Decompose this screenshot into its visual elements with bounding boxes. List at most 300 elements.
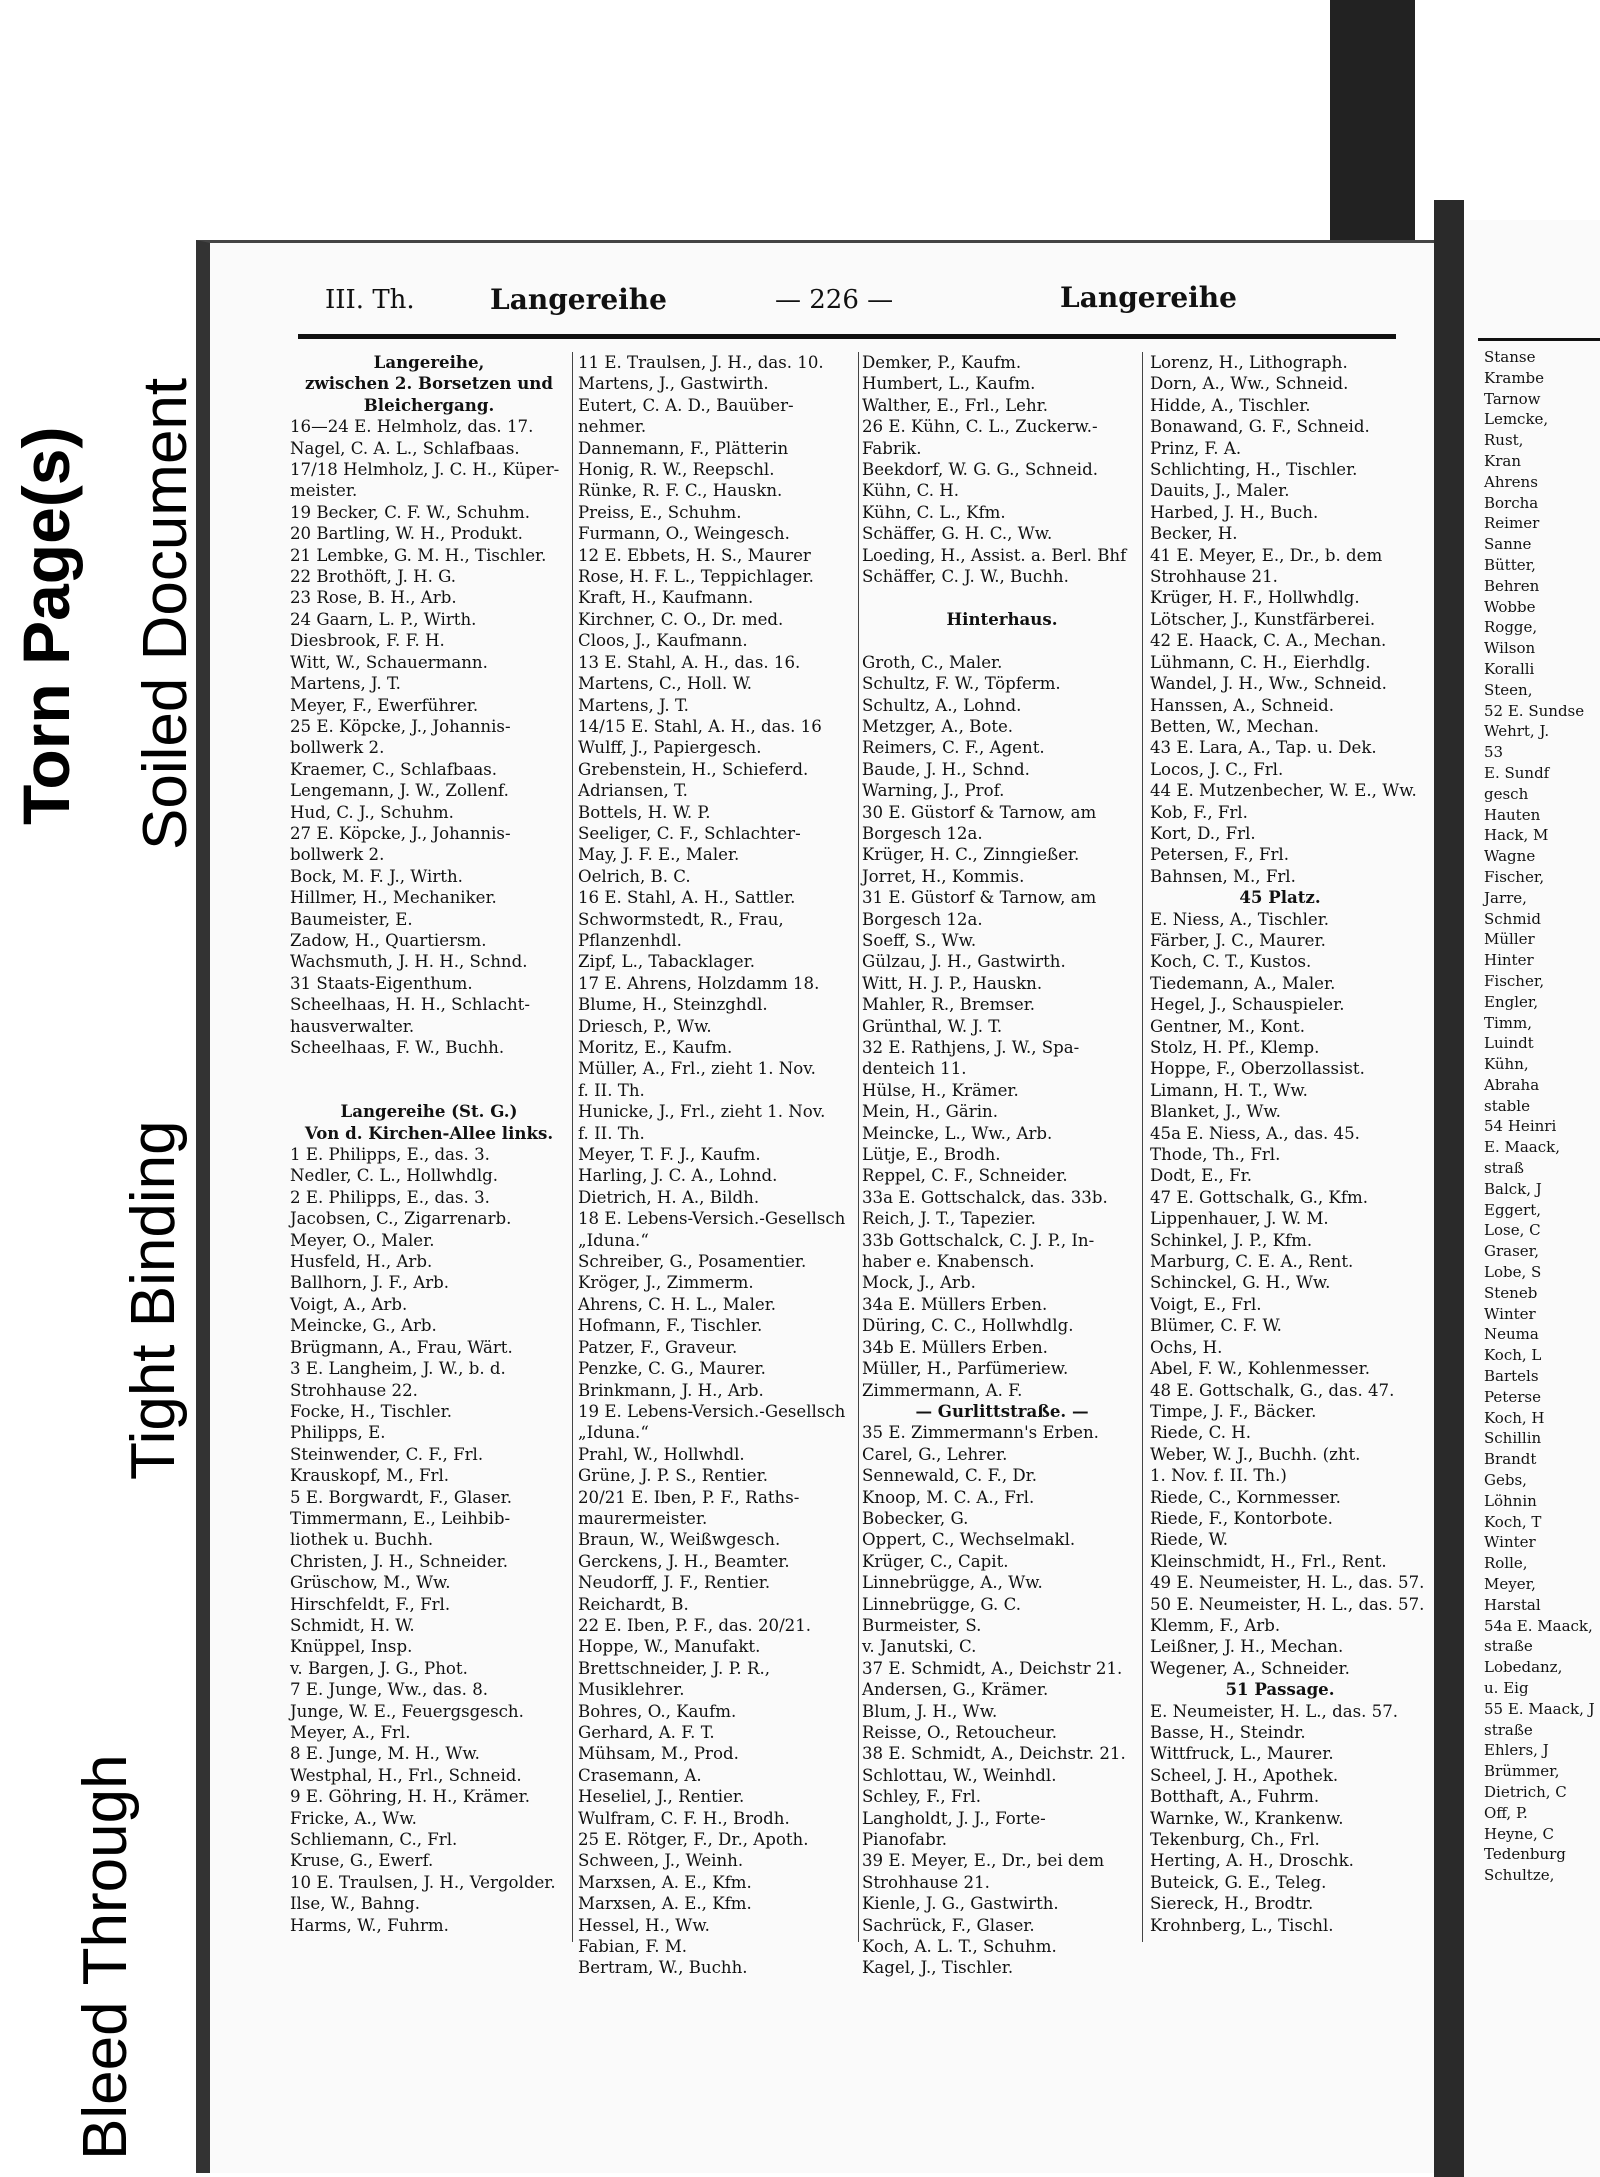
directory-entry: 35 E. Zimmermann's Erben. <box>862 1423 1099 1443</box>
directory-entry: Lühmann, C. H., Eierhdlg. <box>1150 652 1371 672</box>
directory-entry: Warning, J., Prof. <box>862 781 1005 801</box>
directory-entry: 13 E. Stahl, A. H., das. 16. <box>578 652 801 672</box>
directory-entry: Moritz, E., Kaufm. <box>578 1038 733 1057</box>
directory-entry: Prinz, F. A. <box>1150 438 1242 458</box>
directory-entry: f. II. Th. <box>578 1080 645 1100</box>
directory-entry: Jorret, H., Kommis. <box>862 866 1025 886</box>
section-heading: Bleichergang. <box>363 394 495 415</box>
adjacent-page-line: Schillin <box>1484 1429 1542 1448</box>
directory-entry: nehmer. <box>578 417 647 437</box>
volume-label: III. Th. <box>325 285 415 315</box>
directory-entry: 34a E. Müllers Erben. <box>862 1294 1048 1314</box>
left-running-title: Langereihe <box>490 283 667 316</box>
section-heading: Hinterhaus. <box>946 608 1058 629</box>
directory-entry: 25 E. Köpcke, J., Johannis- <box>290 716 511 736</box>
directory-entry: E. Neumeister, H. L., das. 57. <box>1150 1701 1399 1721</box>
directory-entry: 16—24 E. Helmholz, das. 17. <box>290 417 534 437</box>
directory-entry: Beekdorf, W. G. G., Schneid. <box>862 460 1098 480</box>
directory-entry: Stolz, H. Pf., Klemp. <box>1150 1038 1320 1057</box>
adjacent-page-line: 53 <box>1484 743 1504 762</box>
directory-entry: 20 Bartling, W. H., Produkt. <box>290 524 523 544</box>
adjacent-page-rule <box>1478 338 1600 341</box>
directory-entry: Husfeld, H., Arb. <box>290 1252 433 1272</box>
directory-entry: 21 Lembke, G. M. H., Tischler. <box>290 545 547 565</box>
directory-entry: Scheelhaas, H. H., Schlacht- <box>290 995 530 1015</box>
directory-entry: 41 E. Meyer, E., Dr., b. dem <box>1150 545 1383 565</box>
directory-entry: Meincke, L., Ww., Arb. <box>862 1123 1053 1143</box>
directory-entry: Baumeister, E. <box>290 909 413 929</box>
directory-entry: Seeliger, C. F., Schlachter- <box>578 823 801 843</box>
directory-entry: Rose, H. F. L., Teppichlager. <box>578 567 814 587</box>
directory-entry: Grüne, J. P. S., Rentier. <box>578 1466 768 1486</box>
dark-gutter-top <box>1330 0 1415 240</box>
directory-entry: Krüger, H. C., Zinngießer. <box>862 845 1080 865</box>
directory-entry: Voigt, E., Frl. <box>1150 1294 1262 1314</box>
adjacent-page-line: Timm, <box>1484 1013 1533 1032</box>
adjacent-page-line: Heyne, C <box>1484 1824 1554 1843</box>
directory-entry: Humbert, L., Kaufm. <box>862 374 1036 394</box>
adjacent-page-line: Engler, <box>1484 992 1539 1011</box>
adjacent-page-line: Steneb <box>1484 1283 1538 1302</box>
directory-entry: Düring, C. C., Hollwhdlg. <box>862 1316 1074 1336</box>
directory-entry: Thode, Th., Frl. <box>1150 1145 1281 1165</box>
adjacent-page-line: Eggert, <box>1484 1200 1541 1219</box>
adjacent-page-line: Müller <box>1484 930 1535 949</box>
directory-entry: Hanssen, A., Schneid. <box>1150 695 1335 715</box>
torn-pages-stamp: Torn Page(s) <box>9 426 83 825</box>
adjacent-page-line: u. Eig <box>1484 1679 1529 1697</box>
directory-entry: 10 E. Traulsen, J. H., Vergolder. <box>290 1872 556 1892</box>
directory-entry: Sachrück, F., Glaser. <box>862 1915 1035 1935</box>
directory-entry: Zipf, L., Tabacklager. <box>578 952 755 972</box>
directory-entry: Meincke, G., Arb. <box>290 1316 437 1336</box>
directory-entry <box>290 1058 568 1079</box>
directory-entry: Limann, H. T., Ww. <box>1150 1080 1308 1100</box>
directory-entry: Kleinschmidt, H., Frl., Rent. <box>1150 1551 1387 1571</box>
adjacent-page-line: Stanse <box>1484 348 1536 366</box>
directory-entry: Voigt, A., Arb. <box>290 1294 408 1314</box>
directory-entry: Lippenhauer, J. W. M. <box>1150 1209 1329 1229</box>
adjacent-page-line: Koralli <box>1484 659 1535 678</box>
adjacent-page-line: Rogge, <box>1484 618 1538 637</box>
directory-entry: Locos, J. C., Frl. <box>1150 759 1284 779</box>
section-heading: Langereihe, <box>373 352 485 372</box>
directory-entry: Schwormstedt, R., Frau, <box>578 909 784 929</box>
adjacent-page-line: Koch, T <box>1484 1512 1542 1531</box>
directory-entry: Schäffer, G. H. C., Ww. <box>862 524 1053 544</box>
directory-entry: Sennewald, C. F., Dr. <box>862 1466 1038 1486</box>
directory-entry: Schinkel, J. P., Kfm. <box>1150 1230 1313 1250</box>
directory-entry: Schlottau, W., Weinhdl. <box>862 1765 1057 1785</box>
directory-entry: Soeff, S., Ww. <box>862 930 977 950</box>
section-heading: Von d. Kirchen-Allee links. <box>304 1122 554 1143</box>
directory-entry: v. Bargen, J. G., Phot. <box>290 1658 468 1678</box>
directory-entry: Neudorff, J. F., Rentier. <box>578 1573 771 1593</box>
adjacent-page-line: Bütter, <box>1484 555 1536 574</box>
directory-entry: 22 Brothöft, J. H. G. <box>290 567 457 587</box>
section-heading: zwischen 2. Borsetzen und <box>305 373 553 394</box>
directory-entry: Schlichting, H., Tischler. <box>1150 460 1358 480</box>
directory-entry: 49 E. Neumeister, H. L., das. 57. <box>1150 1573 1425 1593</box>
directory-entry: Petersen, F., Frl. <box>1150 845 1290 865</box>
directory-entry: Riede, C., Kornmesser. <box>1150 1487 1341 1507</box>
directory-entry: Tekenburg, Ch., Frl. <box>1150 1830 1320 1850</box>
directory-entry: Hunicke, J., Frl., zieht 1. Nov. <box>578 1102 826 1122</box>
directory-entry: Martens, J. T. <box>578 695 689 715</box>
directory-entry: Strohhause 21. <box>862 1872 990 1892</box>
adjacent-page-line: Wehrt, J. <box>1484 722 1550 741</box>
directory-entry: Bobecker, G. <box>862 1508 969 1528</box>
directory-entry: Blanket, J., Ww. <box>1150 1102 1281 1122</box>
directory-entry: Fricke, A., Ww. <box>290 1808 417 1828</box>
directory-entry: Wandel, J. H., Ww., Schneid. <box>1150 674 1387 694</box>
adjacent-page-line: stable <box>1484 1096 1530 1115</box>
directory-entry: Borgesch 12a. <box>862 909 983 929</box>
directory-entry: 5 E. Borgwardt, F., Glaser. <box>290 1487 513 1507</box>
column-divider <box>1142 352 1143 1942</box>
section-heading: Langereihe (St. G.) <box>340 1101 518 1122</box>
adjacent-page-line: Reimer <box>1484 514 1540 533</box>
directory-entry: Lötscher, J., Kunstfärberei. <box>1150 609 1376 629</box>
directory-entry: Junge, W. E., Feuergsgesch. <box>290 1701 524 1721</box>
directory-entry: Schliemann, C., Frl. <box>290 1830 458 1850</box>
adjacent-page-line: Winter <box>1484 1304 1536 1323</box>
directory-entry: Pflanzenhdl. <box>578 930 682 950</box>
directory-entry: 7 E. Junge, Ww., das. 8. <box>290 1680 489 1700</box>
directory-entry <box>862 587 1142 608</box>
directory-entry: Wulfram, C. F. H., Brodh. <box>578 1808 790 1828</box>
directory-entry: Müller, H., Parfümeriew. <box>862 1359 1069 1379</box>
directory-entry: Krüger, H. F., Hollwhdlg. <box>1150 588 1360 608</box>
directory-entry: Pianofabr. <box>862 1830 948 1850</box>
directory-entry: 26 E. Kühn, C. L., Zuckerw.- <box>862 417 1098 437</box>
adjacent-page-line: Tarnow <box>1484 389 1541 408</box>
directory-entry: May, J. F. E., Maler. <box>578 845 740 865</box>
directory-entry: Riede, F., Kontorbote. <box>1150 1508 1333 1528</box>
directory-entry: E. Niess, A., Tischler. <box>1150 909 1330 929</box>
directory-entry: Lengemann, J. W., Zollenf. <box>290 781 509 801</box>
adjacent-page-line: 54 Heinri <box>1484 1117 1557 1136</box>
adjacent-page-line: Fischer, <box>1484 867 1545 886</box>
adjacent-page-line: Kran <box>1484 451 1521 470</box>
directory-entry: Burmeister, S. <box>862 1615 982 1635</box>
adjacent-page-line: Kühn, <box>1484 1055 1529 1074</box>
directory-entry: 32 E. Rathjens, J. W., Spa- <box>862 1038 1080 1057</box>
directory-entry: Mein, H., Gärin. <box>862 1102 998 1122</box>
directory-entry: Gülzau, J. H., Gastwirth. <box>862 952 1066 972</box>
directory-entry: Kienle, J. G., Gastwirth. <box>862 1894 1059 1914</box>
directory-entry: Focke, H., Tischler. <box>290 1401 452 1421</box>
directory-column-4 <box>1150 352 1425 1936</box>
adjacent-page-line: 54a E. Maack, <box>1484 1616 1593 1635</box>
adjacent-page-line: Winter <box>1484 1533 1536 1552</box>
adjacent-page-line: straße <box>1484 1637 1533 1656</box>
directory-entry: Kagel, J., Tischler. <box>862 1958 1014 1978</box>
adjacent-page-line: 52 E. Sundse <box>1484 701 1585 720</box>
adjacent-page-line: Tedenburg <box>1484 1845 1566 1864</box>
directory-entry: Preiss, E., Schuhm. <box>578 502 742 522</box>
directory-entry: Christen, J. H., Schneider. <box>290 1551 509 1571</box>
directory-entry: Kröger, J., Zimmerm. <box>578 1273 754 1293</box>
directory-entry: Meyer, F., Ewerführer. <box>290 695 479 715</box>
section-heading: 45 Platz. <box>1239 887 1321 908</box>
adjacent-page-line: Wobbe <box>1484 597 1536 616</box>
adjacent-page-line: Graser, <box>1484 1242 1539 1261</box>
directory-entry: 39 E. Meyer, E., Dr., bei dem <box>862 1851 1105 1871</box>
directory-entry: 19 Becker, C. F. W., Schuhm. <box>290 502 531 522</box>
directory-entry: Adriansen, T. <box>578 781 688 801</box>
directory-entry: Nedler, C. L., Hollwhdlg. <box>290 1166 499 1186</box>
directory-entry: 44 E. Mutzenbecher, W. E., Ww. <box>1150 781 1417 801</box>
directory-entry: Becker, H. <box>1150 524 1238 544</box>
directory-entry: Kort, D., Frl. <box>1150 823 1256 843</box>
directory-entry: Dietrich, H. A., Bildh. <box>578 1187 760 1207</box>
directory-entry: Müller, A., Frl., zieht 1. Nov. <box>578 1059 816 1079</box>
adjacent-page-line: Hauten <box>1484 805 1541 824</box>
directory-entry: Herting, A. H., Droschk. <box>1150 1851 1354 1871</box>
directory-entry: 9 E. Göhring, H. H., Krämer. <box>290 1787 531 1807</box>
directory-entry: Riede, W. <box>1150 1530 1229 1550</box>
adjacent-page-line: Meyer, <box>1484 1575 1536 1594</box>
directory-entry: Wachsmuth, J. H. H., Schnd. <box>290 952 528 972</box>
directory-entry: Linnebrügge, A., Ww. <box>862 1573 1043 1593</box>
directory-entry: Hessel, H., Ww. <box>578 1915 710 1935</box>
directory-entry: Driesch, P., Ww. <box>578 1016 712 1036</box>
directory-entry: 22 E. Iben, P. F., das. 20/21. <box>578 1615 812 1635</box>
directory-entry: 8 E. Junge, M. H., Ww. <box>290 1744 480 1764</box>
directory-entry: Lütje, E., Brodh. <box>862 1145 1001 1165</box>
directory-entry: „Iduna.“ <box>578 1230 649 1250</box>
directory-entry: Blume, H., Steinzghdl. <box>578 995 768 1015</box>
adjacent-page-line: E. Maack, <box>1484 1138 1560 1157</box>
directory-entry: meister. <box>290 481 358 501</box>
directory-entry: v. Janutski, C. <box>862 1637 977 1657</box>
directory-entry: Schultz, F. W., Töpferm. <box>862 674 1061 694</box>
directory-entry: Reimers, C. F., Agent. <box>862 738 1045 758</box>
directory-entry: Oppert, C., Wechselmakl. <box>862 1530 1076 1550</box>
directory-entry: Hud, C. J., Schuhm. <box>290 802 454 822</box>
directory-entry: Braun, W., Weißwgesch. <box>578 1530 781 1550</box>
directory-entry: Grüschow, M., Ww. <box>290 1573 451 1593</box>
directory-entry: Betten, W., Mechan. <box>1150 716 1320 736</box>
directory-entry: Gerhard, A. F. T. <box>578 1723 715 1742</box>
directory-entry: Borgesch 12a. <box>862 823 983 843</box>
adjacent-page-line: Gebs, <box>1484 1471 1527 1490</box>
directory-entry: Grünthal, W. J. T. <box>862 1016 1003 1036</box>
directory-entry: Timpe, J. F., Bäcker. <box>1150 1401 1317 1421</box>
directory-entry: 1. Nov. f. II. Th.) <box>1150 1466 1287 1486</box>
directory-entry: Andersen, G., Krämer. <box>862 1680 1049 1700</box>
directory-entry: Hidde, A., Tischler. <box>1150 395 1311 415</box>
directory-column-2 <box>578 352 866 1979</box>
directory-entry: Fabrik. <box>862 438 922 458</box>
directory-entry: 27 E. Köpcke, J., Johannis- <box>290 823 511 843</box>
adjacent-page-line: Brandt <box>1484 1450 1537 1469</box>
directory-entry: 42 E. Haack, C. A., Mechan. <box>1150 631 1387 651</box>
adjacent-page-line: Luindt <box>1484 1034 1534 1053</box>
adjacent-page-line: Neuma <box>1484 1325 1539 1344</box>
adjacent-page-line: Ahrens <box>1484 472 1538 491</box>
directory-entry: Hegel, J., Schauspieler. <box>1150 995 1345 1015</box>
directory-entry: 12 E. Ebbets, H. S., Maurer <box>578 545 811 565</box>
page-number: — 226 — <box>775 285 894 315</box>
adjacent-page-line: Löhnin <box>1484 1491 1537 1510</box>
directory-entry: Walther, E., Frl., Lehr. <box>862 395 1049 415</box>
directory-entry: 3 E. Langheim, J. W., b. d. <box>290 1359 506 1379</box>
directory-entry: Martens, C., Holl. W. <box>578 674 753 694</box>
directory-entry: Koch, A. L. T., Schuhm. <box>862 1937 1057 1957</box>
directory-entry: Kirchner, C. O., Dr. med. <box>578 609 784 629</box>
directory-entry: bollwerk 2. <box>290 738 385 758</box>
directory-entry: 25 E. Rötger, F., Dr., Apoth. <box>578 1830 809 1850</box>
directory-entry: Ochs, H. <box>1150 1337 1223 1357</box>
directory-entry: Brügmann, A., Frau, Wärt. <box>290 1337 513 1357</box>
directory-entry: Krauskopf, M., Frl. <box>290 1466 450 1486</box>
adjacent-page-line: Koch, H <box>1484 1408 1545 1427</box>
directory-entry: Knüppel, Insp. <box>290 1637 413 1657</box>
directory-entry <box>862 630 1142 651</box>
directory-entry: Carel, G., Lehrer. <box>862 1444 1008 1464</box>
directory-entry: Klemm, F., Arb. <box>1150 1615 1281 1635</box>
directory-entry: Philipps, E. <box>290 1423 386 1443</box>
directory-entry: Buteick, G. E., Teleg. <box>1150 1872 1327 1892</box>
directory-entry: Hoppe, W., Manufakt. <box>578 1637 761 1657</box>
directory-entry: Schreiber, G., Posamentier. <box>578 1252 807 1272</box>
directory-entry: 14/15 E. Stahl, A. H., das. 16 <box>578 716 822 736</box>
directory-entry: Groth, C., Maler. <box>862 652 1003 672</box>
directory-entry: Scheelhaas, F. W., Buchh. <box>290 1038 505 1057</box>
directory-entry: Steinwender, C. F., Frl. <box>290 1444 484 1464</box>
directory-entry: Kraft, H., Kaufmann. <box>578 588 754 608</box>
directory-entry: Kob, F., Frl. <box>1150 802 1248 822</box>
directory-entry: 38 E. Schmidt, A., Deichstr. 21. <box>862 1744 1126 1764</box>
adjacent-page-line: Lobedanz, <box>1484 1658 1563 1677</box>
section-heading: — Gurlittstraße. — <box>915 1400 1089 1421</box>
directory-entry: 50 E. Neumeister, H. L., das. 57. <box>1150 1594 1425 1614</box>
adjacent-page-line: straß <box>1484 1159 1524 1178</box>
directory-entry: Kruse, G., Ewerf. <box>290 1851 434 1871</box>
directory-entry: Dannemann, F., Plätterin <box>578 438 789 458</box>
section-heading: 51 Passage. <box>1225 1679 1335 1700</box>
directory-entry: Harbed, J. H., Buch. <box>1150 502 1319 522</box>
directory-entry: Scheel, J. H., Apothek. <box>1150 1765 1339 1785</box>
directory-entry <box>290 1080 568 1101</box>
adjacent-page-line: Rolle, <box>1484 1554 1528 1573</box>
directory-entry: Martens, J. T. <box>290 674 401 694</box>
directory-entry: Kühn, C. L., Kfm. <box>862 502 1006 522</box>
directory-entry: Furmann, O., Weingesch. <box>578 524 790 544</box>
adjacent-page-line: Bartels <box>1484 1367 1539 1386</box>
directory-entry: Cloos, J., Kaufmann. <box>578 631 748 651</box>
directory-entry: Brettschneider, J. P. R., <box>578 1658 771 1678</box>
adjacent-page-line: Fischer, <box>1484 971 1545 990</box>
directory-entry: 30 E. Güstorf & Tarnow, am <box>862 802 1097 822</box>
directory-entry: 33a E. Gottschalck, das. 33b. <box>862 1187 1108 1207</box>
right-running-title: Langereihe <box>1060 281 1237 314</box>
directory-entry: Hillmer, H., Mechaniker. <box>290 888 497 908</box>
directory-entry: Schley, F., Frl. <box>862 1787 981 1807</box>
directory-entry: Krüger, C., Capit. <box>862 1551 1009 1571</box>
directory-column-3 <box>862 352 1142 1979</box>
directory-entry: Mühsam, M., Prod. <box>578 1744 739 1764</box>
binding-fold <box>1434 200 1464 2177</box>
directory-entry: Botthaft, A., Fuhrm. <box>1150 1787 1320 1807</box>
directory-entry: Blum, J. H., Ww. <box>862 1701 998 1721</box>
directory-entry: Prahl, W., Hollwhdl. <box>578 1444 745 1464</box>
directory-entry: Hofmann, F., Tischler. <box>578 1316 763 1336</box>
adjacent-page-line: Off, P. <box>1484 1803 1528 1822</box>
directory-entry: Marxsen, A. E., Kfm. <box>578 1872 752 1892</box>
directory-entry: Ballhorn, J. F., Arb. <box>290 1273 450 1293</box>
directory-column-1 <box>290 352 568 1936</box>
adjacent-page-line: straße <box>1484 1720 1533 1739</box>
directory-entry: Schultz, A., Lohnd. <box>862 695 1022 715</box>
directory-entry: Metzger, A., Bote. <box>862 716 1014 736</box>
directory-entry: Penzke, C. G., Maurer. <box>578 1359 766 1379</box>
directory-entry: Bertram, W., Buchh. <box>578 1958 748 1978</box>
directory-entry: Bohres, O., Kaufm. <box>578 1701 737 1721</box>
directory-entry: 31 Staats-Eigenthum. <box>290 973 473 993</box>
directory-entry: Basse, H., Steindr. <box>1150 1723 1306 1742</box>
adjacent-page-line: Rust, <box>1484 431 1524 450</box>
directory-entry: Reich, J. T., Tapezier. <box>862 1209 1036 1229</box>
bleed-through-stamp: Bleed Through <box>71 1754 140 2160</box>
directory-entry: 17/18 Helmholz, J. C. H., Küper- <box>290 460 560 480</box>
directory-entry: Riede, C. H. <box>1150 1423 1252 1443</box>
directory-entry: Timmermann, E., Leihbib- <box>290 1508 511 1528</box>
directory-entry: Loeding, H., Assist. a. Berl. Bhf <box>862 545 1127 565</box>
directory-entry: Bahnsen, M., Frl. <box>1150 866 1296 886</box>
directory-entry: Meyer, A., Frl. <box>290 1723 411 1742</box>
directory-entry: Langholdt, J. J., Forte- <box>862 1808 1046 1828</box>
adjacent-page-line: Lobe, S <box>1484 1263 1542 1282</box>
directory-entry: Leißner, J. H., Mechan. <box>1150 1637 1344 1657</box>
directory-entry: Bonawand, G. F., Schneid. <box>1150 417 1370 437</box>
directory-entry: 23 Rose, B. H., Arb. <box>290 588 457 608</box>
directory-entry: Westphal, H., Frl., Schneid. <box>290 1765 522 1785</box>
directory-entry: Jacobsen, C., Zigarrenarb. <box>290 1209 512 1229</box>
directory-entry: 20/21 E. Iben, P. F., Raths- <box>578 1487 800 1507</box>
directory-entry: Gentner, M., Kont. <box>1150 1016 1305 1036</box>
directory-entry: Warnke, W., Krankenw. <box>1150 1808 1344 1828</box>
directory-entry: Knoop, M. C. A., Frl. <box>862 1487 1035 1507</box>
directory-entry: Fabian, F. M. <box>578 1937 688 1957</box>
directory-entry: Hirschfeldt, F., Frl. <box>290 1594 451 1614</box>
adjacent-page-line: Wilson <box>1484 639 1536 658</box>
adjacent-page-line: Hinter <box>1484 951 1534 970</box>
directory-entry: Baude, J. H., Schnd. <box>862 759 1030 779</box>
adjacent-page-lines <box>1464 347 1600 1886</box>
directory-entry: Wegener, A., Schneider. <box>1150 1658 1350 1678</box>
directory-entry: Meyer, O., Maler. <box>290 1230 435 1250</box>
adjacent-page-line: Dietrich, C <box>1484 1782 1567 1801</box>
directory-entry: Patzer, F., Graveur. <box>578 1337 738 1357</box>
directory-entry: Marburg, C. E. A., Rent. <box>1150 1252 1354 1272</box>
directory-entry: Strohhause 21. <box>1150 567 1278 587</box>
directory-entry: Reichardt, B. <box>578 1594 689 1614</box>
directory-entry: Heseliel, J., Rentier. <box>578 1787 745 1807</box>
directory-entry: Kraemer, C., Schlafbaas. <box>290 759 498 779</box>
directory-entry: Witt, H. J. P., Hauskn. <box>862 973 1043 993</box>
adjacent-page-line: Brümmer, <box>1484 1762 1560 1781</box>
directory-entry: Färber, J. C., Maurer. <box>1150 930 1326 950</box>
directory-entry: Oelrich, B. C. <box>578 866 691 886</box>
adjacent-page-line: Krambe <box>1484 368 1545 387</box>
directory-entry: Wittfruck, L., Maurer. <box>1150 1744 1334 1764</box>
directory-entry: Witt, W., Schauermann. <box>290 652 488 672</box>
directory-entry: Siereck, H., Brodtr. <box>1150 1894 1314 1914</box>
directory-entry: Harms, W., Fuhrm. <box>290 1915 449 1935</box>
